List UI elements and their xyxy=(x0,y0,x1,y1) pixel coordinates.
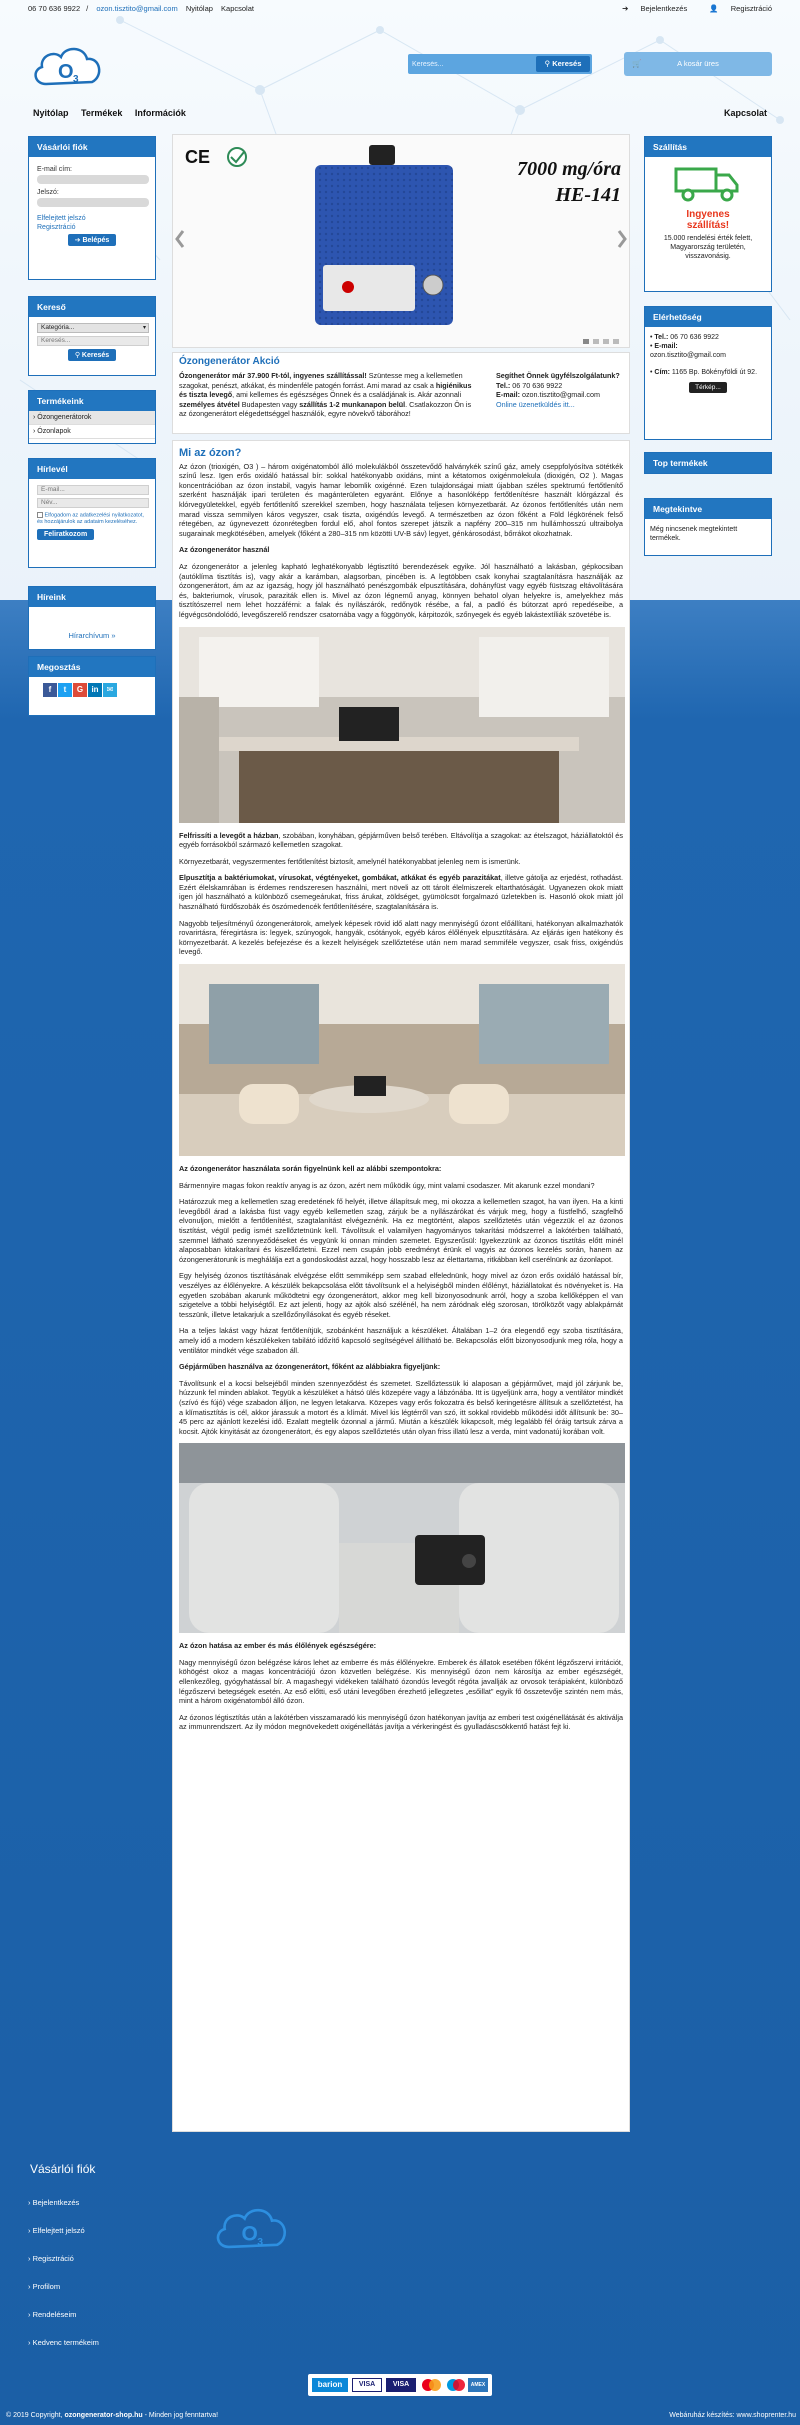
account-panel xyxy=(28,136,156,280)
article-paragraph: Bármennyire magas fokon reaktív anyag is az ózon, azért nem működik úgy, mint valami csodaszer. Mit akarunk ezzel mondani? xyxy=(179,1180,595,1190)
categories-panel xyxy=(28,390,156,444)
footer-link-profile[interactable]: › Profilom xyxy=(28,2282,61,2291)
email-icon[interactable]: ✉ xyxy=(103,683,117,697)
top-products-title: Top termékek xyxy=(645,453,771,473)
viewed-text: Még nincsenek megtekintett termékek. xyxy=(650,526,738,542)
password-label: Jelszó: xyxy=(37,189,59,196)
article-paragraph: Nagyobb teljesítményű ózongenerátorok, amelyek képesek rövid idő alatt nagy mennyiségű ózont előállítani, hatékonyan alkalmazhatók rovarirtásra, féregirtásra is: legyek, szúnyogok, hangyák, csótányok, egyéb káros élőlények elpusztítására. Az eljárás igen hatékony és környezetbarát. A kezelés befejezése és a kezelt helyiségek szellőztetése után nem marad semmiféle vegyszer, csak friss, oxigéndús levegő. xyxy=(179,918,623,957)
top-link-contact[interactable]: Kapcsolat xyxy=(221,4,254,13)
section-heading-use: Az ózongenerátor használ xyxy=(179,545,270,555)
cart-box[interactable] xyxy=(624,52,772,76)
copyright: © 2019 Copyright, ozongenerator-shop.hu - Minden jog fenntartva! xyxy=(6,2412,219,2419)
user-plus-icon: 👤 xyxy=(709,4,719,13)
footer-link-login[interactable]: › Bejelentkezés xyxy=(28,2198,80,2207)
logo-subscript: 3 xyxy=(73,74,79,85)
footer-account-title: Vásárlói fiók xyxy=(30,2162,96,2176)
register-link[interactable]: 👤 Regisztráció xyxy=(709,4,772,13)
article-paragraph: Az ózon (trioxigén, O3 ) – három oxigénatomból álló molekulákból összetevődő halványkék színű gáz, amely cseppfolyósítva sötétkék színű lesz. Igen erős oxidáló hatással bír: sokkal hatékonyabb oxidáns, mint a kétatomos oxigénmolekula (dioxigén, O2 ). Magas koncentrációban az ózon instabil, vagyis hamar lebomlik oxigénné. Ezen tulajdonságai miatt újabban széles spektrumú fertőtlenítő szerként használják ipari területen és magánterületen egyaránt. Előnye a hasonlóképp fertőtlenítésre használt klórgázzal és klórvegyületekkel, egyéb fertőtlenítő szerekkel szemben, hogy használata teljesen környezetbarát. Az ózonos fertőtlenítés után nem marad vissza semmilyen káros vegyszer, csak tiszta, oxigéndús levegő. A természetben az ózon főként a Föld légkörének felső rétegében, az úgynevezett ózonrétegben fordul elő, ahol fontos szerepet játszik a napfény 200–315 nm hullámhosszú ultraibolya sugarainak megkötésében, amelyek (főként a 280–315 nm közötti UV-B sáv) legyet, génkárosodást, bőrrákot okozhatnak. xyxy=(179,461,623,538)
nav-products[interactable]: Termékek xyxy=(81,108,123,118)
contact-panel: Elérhetőség • Tel.: 06 70 636 9922 • E-mail: ozon.tisztito@gmail.com • Cím: 1165 Bp. Bökényföldi út 92. Térkép... xyxy=(644,306,772,440)
article xyxy=(172,440,630,2132)
free-shipping-label: Ingyenes szállítás! xyxy=(686,209,730,231)
amex-logo: AMEX xyxy=(468,2378,488,2392)
promo-help: Segíthet Önnek ügyfélszolgálatunk? Tel.: 06 70 636 9922 E-mail: ozon.tisztito@gmail.com Online üzenetküldés itt... xyxy=(496,371,620,409)
article-paragraph: Az ózongenerátor a jelenleg kapható leghatékonyabb légtisztító berendezések egyike. Jól használható a lakásban, gépkocsiban (autóklíma tisztítás is), vagy akár a karámban, alagsorban, pincében is. A legtöbben csak konyhai szagtalanításra használják az ózongenerátort, ám az az igazság, hogy jól használható penészgombák elpusztítására, dohányfüst vagy egyéb füstszag eltávolítására és, bakteriumok, vírusok, paraziták ellen is. Mivel az ózon légnemű anyag, könnyen behatol olyan helyekre is, amelyekhez más tisztítószerrel nem lehet hozzáférni: a falak és nyílászárók, redőnyök résébe, a fal, a padló és bútorzat apró repedéseibe, a légvégcsöndolódó, levegőszerelő rendszer csatornába vagy a függönyök, kárpitozók, szőnyegek és egyéb lakástextíliák szövetébe is. xyxy=(179,561,623,619)
footer-link-favorites[interactable]: › Kedvenc termékeim xyxy=(28,2338,99,2347)
category-item-ozone-plates[interactable]: › Ózonlapok xyxy=(29,425,155,439)
kills-bacteria-bold: Elpusztítja a baktériumokat, vírusokat, végtényeket, gombákat, atkákat és egyéb parazitákat xyxy=(179,873,501,883)
article-paragraph: Ha a teljes lakást vagy házat fertőtlenítjük, szobánként használjuk a készüléket. Általában 1–2 óra elegendő egy szoba tisztítására, amely idő a modern készülékeken tabilátó időzítő kapcsoló segítségével állítható be. Bekapcsolás előtt bizonyosodjunk meg róla, hogy a ventilátor mindkét vége szabadon áll. xyxy=(179,1326,623,1355)
category-item-ozone-generators[interactable]: › Ózongenerátorok xyxy=(29,411,155,425)
main-nav xyxy=(33,108,196,118)
promo-title: Ózongenerátor Akció xyxy=(179,356,280,367)
password-field[interactable] xyxy=(37,198,149,207)
consent-text: Elfogadom az adatkezelési nyilatkozatot, és hozzájárulok az adataim kezeléséhez. xyxy=(37,512,144,526)
copyright-site[interactable]: ozongenerator-shop.hu xyxy=(64,2412,143,2419)
nav-info[interactable]: Információk xyxy=(134,108,186,118)
shipping-text: 15.000 rendelési érték felett, Magyarország területén, visszavonásig. xyxy=(663,235,753,260)
slider-capacity: 7000 mg/óra xyxy=(517,158,621,180)
keyword-input[interactable]: Keresés... xyxy=(37,336,149,346)
newsletter-panel-title: Hírlevél xyxy=(29,459,155,479)
article-title: Mi az ózon? xyxy=(179,447,242,459)
visa-logo: VISA xyxy=(352,2378,382,2392)
account-panel-title: Vásárlói fiók xyxy=(29,137,155,157)
share-panel xyxy=(28,656,156,716)
map-button[interactable]: Térkép... xyxy=(689,382,727,393)
ozone-generator-banner-image xyxy=(173,135,630,348)
article-paragraph: Az ózonos légtisztítás után a lakótérben visszamaradó kis mennyiségű ózon hatékonyan javítja az emberi test oxigénellátását és aktiválja az immunrendszert. Az ily módon megnövekedett oxigénellátás javítja a vérkeringést és gyulladáscsökkentő hatást fejt ki. xyxy=(179,1712,623,1732)
footer-logo-icon xyxy=(210,2200,294,2256)
shipping-panel-title: Szállítás xyxy=(645,137,771,157)
news-panel xyxy=(28,586,156,650)
register-link-side[interactable]: Regisztráció xyxy=(37,224,76,231)
footer-link-register[interactable]: › Regisztráció xyxy=(28,2254,74,2263)
news-archive-link[interactable]: Hírarchívum » xyxy=(68,631,116,640)
contact-email: ozon.tisztito@gmail.com xyxy=(650,352,726,359)
section-heading-attention: Az ózongenerátor használata során figyelnünk kell az alábbi szempontokra: xyxy=(179,1164,442,1174)
nav-contact[interactable]: Kapcsolat xyxy=(723,108,767,118)
promo-box xyxy=(172,352,630,434)
categories-panel-title: Termékeink xyxy=(29,391,155,411)
viewed-panel xyxy=(644,498,772,556)
twitter-icon[interactable]: t xyxy=(58,683,72,697)
subscribe-button[interactable]: Feliratkozom xyxy=(37,529,94,540)
svg-text:3: 3 xyxy=(257,2235,264,2248)
top-email-link[interactable]: ozon.tisztito@gmail.com xyxy=(96,4,178,13)
fresh-air-bold: Felfrissíti a levegőt a házban xyxy=(179,830,279,840)
article-paragraph: , szobában, konyhában, gépjárműven belső terében. Eltávolítja a szagokat: az ételszagot, háziállatoktól és egyéb forrásokból származó kellemetlen szagokat. xyxy=(179,830,623,850)
truck-icon xyxy=(673,163,743,205)
article-paragraph: , illetve gátolja az erjedést, rothadást. Ezért élelskamrában is érdemes rendszeresen használni, mert növeli az ott tárolt élelmiszerek eltarthatóságát. Ugyanezen okok miatt igen jól használható a különböző csemegeárukat, friss árukat, zöldséget, gyümölcsöt forgalmazó üzletekben is. Hasonló okok miatt jól használható fürdőszobák és öszómedencék fertőtlenítésére, szagtalanítására is. xyxy=(179,873,624,912)
maestro-logo xyxy=(446,2378,466,2392)
login-button[interactable]: ➔ Belépés xyxy=(68,234,117,246)
newsletter-panel xyxy=(28,458,156,568)
forgot-password-link[interactable]: Elfelejtett jelszó xyxy=(37,215,86,222)
help-title: Segíthet Önnek ügyfélszolgálatunk? xyxy=(496,371,620,380)
article-paragraph: Határozzuk meg a kellemetlen szag eredetének fő helyét, illetve állapítsuk meg, mi okozza a kellemetlen szagot, ha van ilyen. Ha a kinti levegőből árad a lakásba füst vagy egyéb kellemetlen szag, zárjuk be a nyílászárókat és várjuk meg, hogy a füstfelhő, szagfelhő elvonuljon, mielőtt a fertőtlenítést, szagtalanítást elvégeznénk. Ha ez megtörtént, alapos szellőztetés után végezzük el az ózonos tisztítást, végül pedig ismét szellőztetnünk kell. Távolítsuk el valamilyen hagyományos takarítási módszerrel a lakótérben található, szemmel látható szennyeződéseket és vegyünk ki onnan minden szemetet. Egyszerűsül: Igyekezzünk az ózonos tisztítás előtt minél alaposabban kitakarítani és kiszellőztetni. Ezzel nem csupán jobb eredményt érünk el vagyis az ózonos kezelés során, hanem az ózongenerátorunk is meghálálja ezt a gondoskodást azzal, hogy hosszabb lesz az élettartama, ritkábban kell cserélnünk az ózonlapot. xyxy=(179,1197,623,1264)
newsletter-email-input[interactable]: E-mail... xyxy=(37,485,149,495)
car-interior-photo xyxy=(179,1443,625,1633)
email-label: E-mail cím: xyxy=(37,166,72,173)
ce-mark: CE xyxy=(185,147,211,167)
search-icon: ⚲ xyxy=(544,59,551,68)
barion-logo: barion xyxy=(312,2378,348,2392)
top-link-home[interactable]: Nyitólap xyxy=(185,4,213,13)
mastercard-logo xyxy=(420,2378,444,2392)
promo-text: Ózongenerátor már 37.900 Ft-tól, ingyenes szállítással! Szüntesse meg a kellemetlen szagokat, penészt, atkákat, és mindenféle patogén forrást. Ami marad az csak a higiénikus és tiszta levegő, ami kellemes és egészséges Önnek és a családjának is. Akár azonnali személyes átvétel Budapesten vagy szállítás 1-2 munkanapon belül. Csatlakozzon Ön is az ózongenerátort elégedettséggel használók, egyre növekvő táborához! xyxy=(179,371,472,418)
top-bar: 06 70 636 9922 / ozon.tisztito@gmail.com Nyitólap Kapcsolat ➔ Bejelentkezés 👤 Regisztráció xyxy=(28,4,772,13)
article-paragraph: Egy helyiség ózonos tisztításának elvégzése előtt semmiképp sem szabad elfelednünk, hogy mivel az ózon erős oxidáló hatással bír, veszélyes az élőlényekre. A készülék bekapcsolása előtt távolítsunk el a helyiségből minden élőlényt, háziállatokat és növényeket is. Ha egyetlen szobában akarunk működtetni egy ózongenerátort, akkor meg kell bizonyosodnunk arról, hogy a szoba kellőképpen el van szigetelve a többi helyiségtől. Ez azt jelenti, hogy az ajtók alsó szélénél, ha nem záródnak elég szorosan, törölközőt vagy ablakpárnát tesszünk, illetve letakarjuk a szellőzőnyílásokat és egyéb réseket. xyxy=(179,1271,623,1319)
logo-letter: O xyxy=(58,61,74,83)
chevron-down-icon: ▾ xyxy=(142,325,146,331)
shipping-panel xyxy=(644,136,772,292)
cart-icon: 🛒 xyxy=(632,59,642,68)
top-phone: 06 70 636 9922 xyxy=(28,4,81,13)
kitchen-photo xyxy=(179,627,625,823)
credit-link[interactable]: Webáruház készítés: www.shoprenter.hu xyxy=(669,2412,796,2419)
email-field[interactable] xyxy=(37,175,149,184)
top-products-panel xyxy=(644,452,772,474)
search-button[interactable]: ⚲ Keresés xyxy=(536,56,590,72)
news-panel-title: Híreink xyxy=(29,587,155,607)
cloud-logo-icon xyxy=(28,40,108,92)
cart-status: A kosár üres xyxy=(677,59,719,68)
online-message-link[interactable]: Online üzenetküldés itt... xyxy=(496,399,575,409)
help-email: ozon.tisztito@gmail.com xyxy=(521,390,600,399)
contact-phone: 06 70 636 9922 xyxy=(670,334,719,341)
newsletter-name-input[interactable]: Név... xyxy=(37,498,149,508)
login-link[interactable]: ➔ Bejelentkezés xyxy=(622,4,688,13)
share-panel-title: Megosztás xyxy=(29,657,155,677)
facebook-icon[interactable]: f xyxy=(43,683,57,697)
side-search-button[interactable]: ⚲ Keresés xyxy=(68,349,116,361)
contact-address: 1165 Bp. Bökényföldi út 92. xyxy=(671,369,758,376)
site-logo[interactable] xyxy=(28,40,108,92)
section-heading-health: Az ózon hatása az ember és más élőlények egészségére: xyxy=(179,1641,377,1651)
article-paragraph: Nagy mennyiségű ózon belégzése káros lehet az emberre és más élőlényekre. Emberek és állatok esetében főként légzőszervi irritációt, köhögést okoz a magas koncentrációjú ózon közvetlen belégzése. Kis mennyiségű ózon nem károsítja az ember egészségét, ellenkezőleg, gyógyhatással bír. A magashegyi vidékeken található ózondús levegőt régóta javallják az orvosok terápiaként, különböző légzőszervi betegségek esetén. Az eső előtti, eső utáni levegőben érezhető jellegzetes „esőillat” egyik fő összetevője szintén nem más, mint a három oxigénatomból álló ózon. xyxy=(179,1657,623,1706)
footer-link-orders[interactable]: › Rendeléseim xyxy=(28,2310,77,2319)
contact-panel-title: Elérhetőség xyxy=(645,307,771,327)
visa-electron-logo: VISA xyxy=(386,2378,416,2392)
category-select[interactable]: Kategória... ▾ xyxy=(37,323,149,333)
section-heading-car: Gépjárműben használva az ózongenerátort, főként az alábbiakra figyeljünk: xyxy=(179,1362,441,1372)
footer-link-forgot[interactable]: › Elfelejtett jelszó xyxy=(28,2226,85,2235)
check-certificate-icon xyxy=(228,148,246,166)
slider-model: HE-141 xyxy=(555,184,621,206)
header-search xyxy=(408,54,592,74)
svg-text:O: O xyxy=(241,2222,258,2246)
payment-logos xyxy=(308,2374,492,2396)
login-icon: ➔ xyxy=(622,4,629,13)
search-input[interactable] xyxy=(412,57,540,71)
footer-bar xyxy=(0,2410,800,2425)
help-phone: 06 70 636 9922 xyxy=(512,380,563,390)
viewed-panel-title: Megtekintve xyxy=(645,499,771,519)
article-paragraph: Környezetbarát, vegyszermentes fertőtlenítést biztosít, amelynél hatékonyabbat jelenleg nem is ismerünk. xyxy=(179,856,521,866)
consent-checkbox[interactable] xyxy=(37,512,43,518)
search-panel-title: Kereső xyxy=(29,297,155,317)
search-panel xyxy=(28,296,156,376)
office-lobby-photo xyxy=(179,964,625,1156)
product-slider xyxy=(172,134,630,348)
nav-home[interactable]: Nyitólap xyxy=(33,108,69,118)
google-plus-icon[interactable]: G xyxy=(73,683,87,697)
linkedin-icon[interactable]: in xyxy=(88,683,102,697)
article-paragraph: Távolítsunk el a kocsi belsejéből minden szennyeződést és szemetet. Szellőztessük ki alaposan a gépjárművet, majd jól zárjunk be, húzzunk fel minden ablakot. Tegyük a készüléket a hátsó ülés közepére vagy a lábzónába. Itt is ügyeljünk arra, hogy a ventilátor mindkét (szívó és fújó) vége szabadon álljon, ne legyen letakarva. Közepes vagy erős fokozatra és belső keringetésre állítsuk a szellőztetést, ha a klímatisztítás is cél, akkor járassuk a motort és a klímát. Mivel kis légtérről van szó, itt sokkal rövidebb működési időt állítsunk be: 30–45 perc az ajánlott kezelési idő. Ezalatt megtelik ózonnal a jármű. Miután a készülék kikapcsolt, még legalább fél óráig tartsuk zárva a kocsit. Ajtók kinyitását az ózongenerátort, és egy alapos szellőztetés után olyan friss illatú lesz a verda, mint vadonatúj korában volt. xyxy=(179,1378,623,1436)
